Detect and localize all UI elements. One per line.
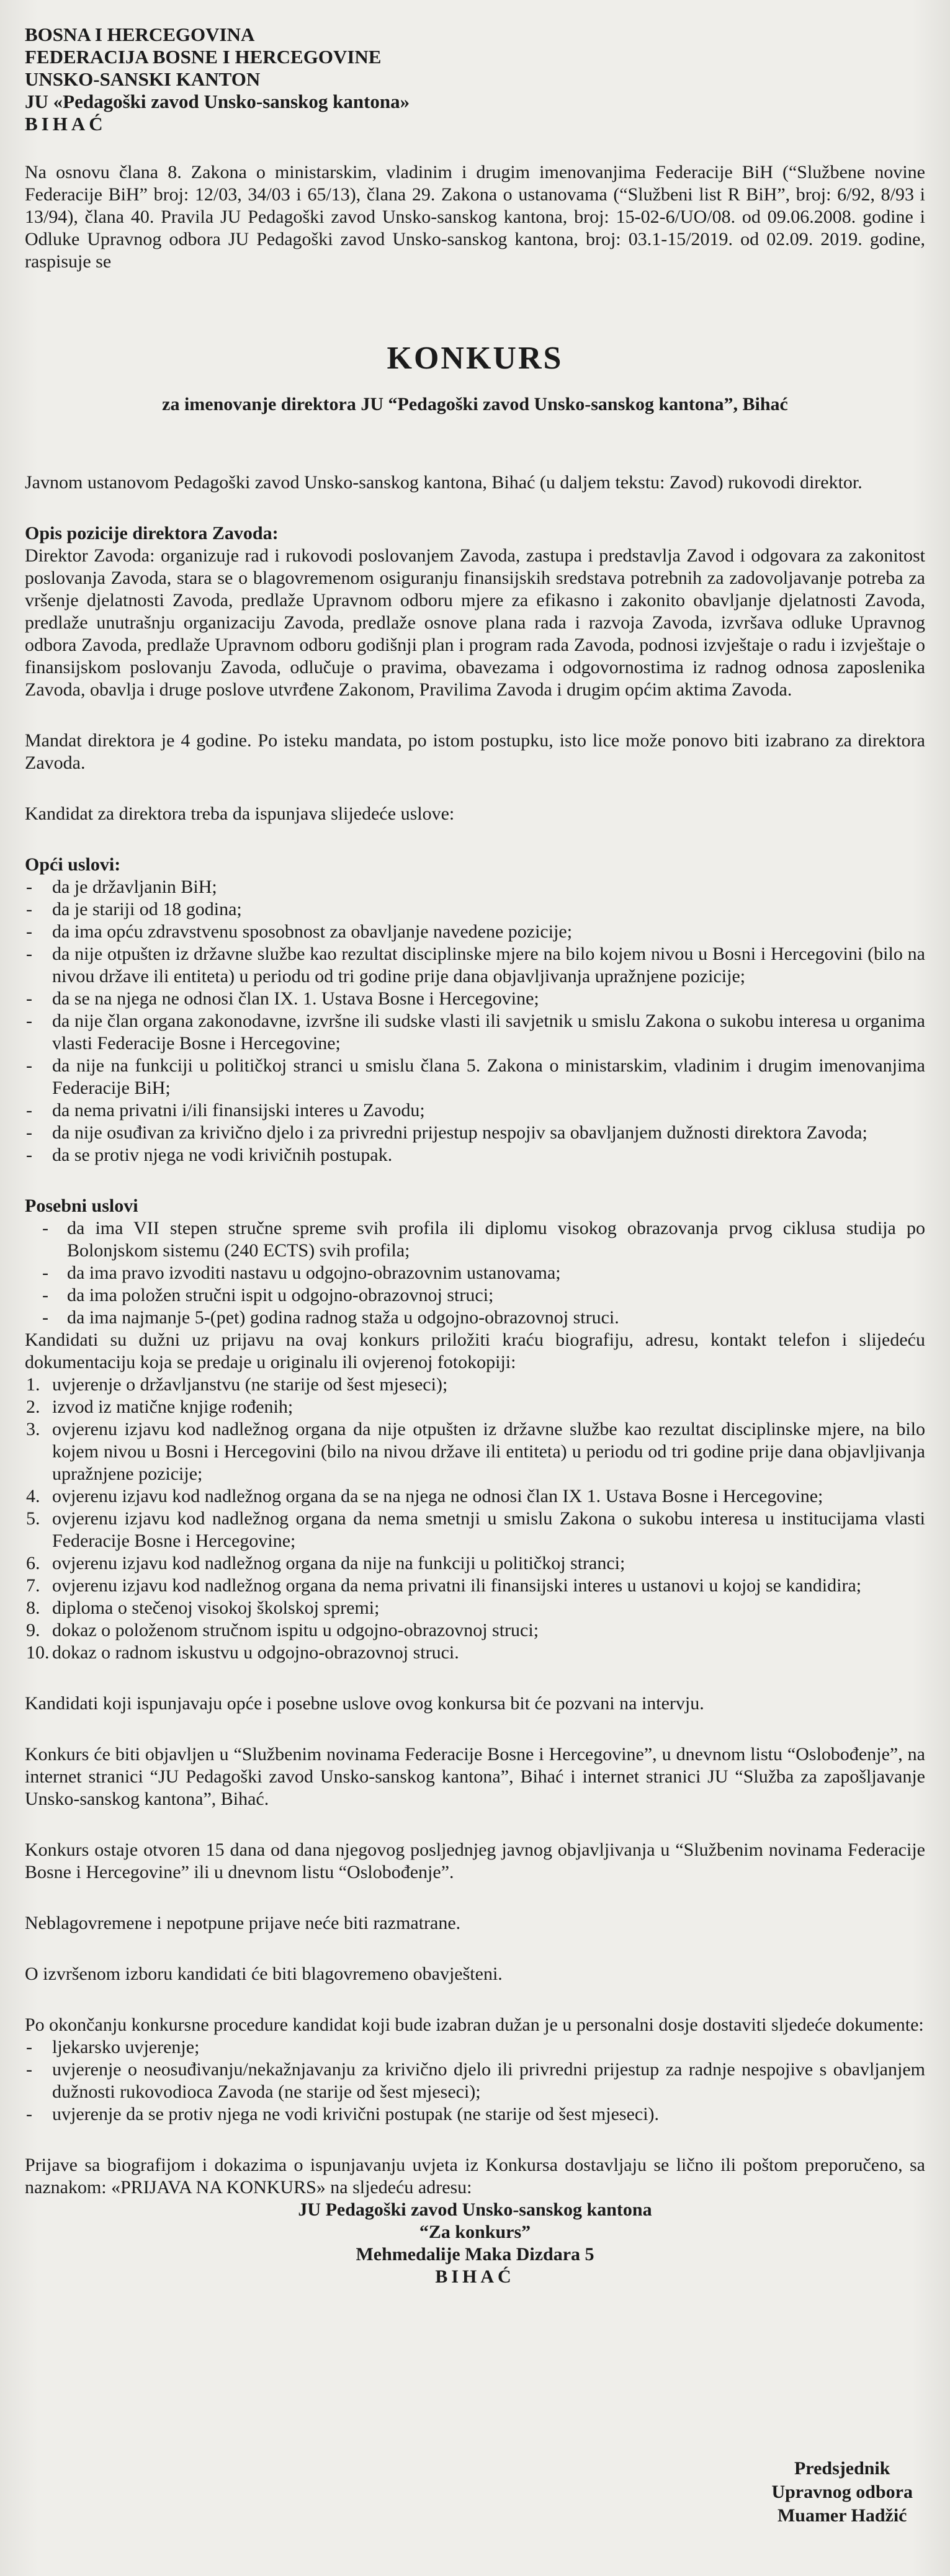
list-item: - da je državljanin BiH; <box>26 877 217 897</box>
list-item: - da ima najmanje 5-(pet) godina radnog staža u odgojno-obrazovnoj struci. <box>42 1307 619 1328</box>
document-subtitle: za imenovanje direktora JU “Pedagoški zavod Unsko-sanskog kantona”, Bihać <box>162 394 788 414</box>
signature-name: Muamer Hadžić <box>777 2505 907 2526</box>
header-canton: UNSKO-SANSKI KANTON <box>25 68 261 90</box>
general-conditions-list <box>25 876 925 1166</box>
address-street: Mehmedalije Maka Dizdara 5 <box>356 2244 594 2265</box>
publication-paragraph: Konkurs će biti objavljen u “Službenim novinama Federacije Bosne i Hercegovine”, u dnevnom listu “Oslobođenje”, na internet stranici “JU Pedagoški zavod Unsko-sanskog kantona”, Bihać i internet stranici JU “Služba za zapošljavanje Unsko-sanskog kantona”, Bihać. <box>25 1744 925 1809</box>
document-header <box>25 24 925 135</box>
list-item: - uvjerenje o neosuđivanju/nekažnjavanju za krivično djelo ili privredni prijestup za radnje nespojive s obavljanjem dužnosti rukovodioca Zavoda (ne starije od šest mjeseci); <box>26 2059 925 2102</box>
final-docs-list <box>25 2036 925 2126</box>
list-item: - da se protiv njega ne vodi krivičnih postupak. <box>26 1145 393 1165</box>
list-item: 9. dokaz o položenom stručnom ispitu u odgojno-obrazovnoj struci; <box>26 1620 539 1640</box>
signature-title: Predsjednik <box>794 2458 890 2479</box>
list-item: - da nije otpušten iz državne službe kao rezultat disciplinske mjere na bilo kojem nivou u Bosni i Hercegovini (bilo na nivou države ili entiteta) u periodu od tri godine prije dana objavljivanja upražnjene pozicije; <box>26 944 925 986</box>
open-period-paragraph: Konkurs ostaje otvoren 15 dana od dana njegovog posljednjeg javnog objavljivanja u “Službenim novinama Federacije Bosne i Hercegovine” ili u dnevnom listu “Oslobođenje”. <box>25 1840 925 1882</box>
list-item: 2. izvod iz matične knjige rođenih; <box>26 1397 294 1417</box>
list-item: 1. uvjerenje o državljanstvu (ne starije od šest mjeseci); <box>26 1374 448 1395</box>
address-label: “Za konkurs” <box>419 2222 531 2242</box>
submission-paragraph: Prijave sa biografijom i dokazima o ispunjavanju uvjeta iz Konkursa dostavljaju se lično ili poštom preporučeno, sa naznakom: «PRIJAVA NA KONKURS» na sljedeću adresu: <box>25 2155 925 2198</box>
mandate-paragraph: Mandat direktora je 4 godine. Po isteku mandata, po istom postupku, isto lice može ponovo biti izabrano za direktora Zavoda. <box>25 730 925 773</box>
list-item: - uvjerenje da se protiv njega ne vodi krivični postupak (ne starije od šest mjeseci). <box>26 2104 660 2124</box>
list-item: - ljekarsko uvjerenje; <box>26 2037 200 2057</box>
list-item: - da nije osuđivan za krivično djelo i za privredni prijestup nespojiv sa obavljanjem dužnosti direktora Zavoda; <box>26 1122 867 1143</box>
list-item: - da ima pravo izvoditi nastavu u odgojno-obrazovnim ustanovama; <box>42 1263 561 1283</box>
description-paragraph: Direktor Zavoda: organizuje rad i rukovodi poslovanjem Zavoda, zastupa i predstavlja Zavod i odgovara za zakonitost poslovanja Zavoda, stara se o blagovremenom osiguranju finansijskih sredstava potrebnih za zadovoljavanje potreba za vršenje djelatnosti Zavoda, predlaže Upravnom odboru mjere za efikasno i zakonito obavljanje djelatnosti Zavoda, predlaže unutrašnju organizaciju Zavoda, predlaže osnove plana rada i razvoja Zavoda, izvršava odluke Upravnog odbora Zavoda, predlaže Upravnom odboru godišnji plan i program rada Zavoda, podnosi izvještaje o radu i izvještaje o finansijskom poslovanju Zavoda, odlučuje o pravima, obavezama i odgovornostima iz radnog odnosa zaposlenika Zavoda, obavlja i druge poslove utvrđene Zakonom, Pravilima Zavoda i drugim općim aktima Zavoda. <box>25 545 925 700</box>
special-conditions-list <box>25 1217 925 1329</box>
list-item: - da nema privatni i/ili finansijski interes u Zavodu; <box>26 1100 425 1120</box>
final-docs-intro: Po okončanju konkursne procedure kandidat koji bude izabran dužan je u personalni dosje dostaviti sljedeće dokumente: <box>25 2015 924 2035</box>
list-item: - da se na njega ne odnosi član IX. 1. Ustava Bosne i Hercegovine; <box>26 988 539 1009</box>
list-item: - da ima opću zdravstvenu sposobnost za obavljanje navedene pozicije; <box>26 921 573 942</box>
list-item: 10. dokaz o radnom iskustvu u odgojno-obrazovnoj struci. <box>26 1642 459 1663</box>
list-item: 7. ovjerenu izjavu kod nadležnog organa da nema privatni ili finansijski interes u ustanovi u kojoj se kandidira; <box>26 1575 862 1596</box>
header-country: BOSNA I HERCEGOVINA <box>25 24 255 45</box>
header-federation: FEDERACIJA BOSNE I HERCEGOVINE <box>25 46 382 68</box>
general-conditions-heading: Opći uslovi: <box>25 854 121 875</box>
address-city: BIHAĆ <box>435 2266 515 2287</box>
legal-basis-paragraph: Na osnovu člana 8. Zakona o ministarskim, vladinim i drugim imenovanjima Federacije BiH (“Službene novine Federacije BiH” broj: 12/03, 34/03 i 65/13), člana 29. Zakona o ustanovama (“Službeni list R BiH”, broj: 6/92, 8/93 i 13/94), člana 40. Pravila JU Pedagoški zavod Unsko-sanskog kantona, broj: 15-02-6/UO/08. od 09.06.2008. godine i Odluke Upravnog odbora JU Pedagoški zavod Unsko-sanskog kantona, broj: 03.1-15/2019. od 02.09. 2019. godine, raspisuje se <box>25 162 925 272</box>
list-item: 6. ovjerenu izjavu kod nadležnog organa da nije na funkciji u političkoj stranci; <box>26 1553 625 1573</box>
header-institution: JU «Pedagoški zavod Unsko-sanskog kantona» <box>25 91 410 112</box>
list-item: - da nije na funkciji u političkoj stranci u smislu člana 5. Zakona o ministarskim, vladinim i drugim imenovanjima Federacije BiH; <box>26 1055 925 1098</box>
list-item: - da je stariji od 18 godina; <box>26 899 242 919</box>
header-city: BIHAĆ <box>25 113 107 135</box>
notification-paragraph: O izvršenom izboru kandidati će biti blagovremeno obavješteni. <box>25 1964 503 1984</box>
address-block <box>25 2199 925 2288</box>
description-heading: Opis pozicije direktora Zavoda: <box>25 523 279 543</box>
signature-block <box>771 2457 913 2528</box>
list-item: - da nije član organa zakonodavne, izvršne ili sudske vlasti ili savjetnik u smislu Zakona o sukobu interesa u organima vlasti Federacije Bosne i Hercegovine; <box>26 1011 925 1053</box>
list-item: 5. ovjerenu izjavu kod nadležnog organa da nema smetnji u smislu Zakona o sukobu interesa u institucijama vlasti Federacije Bosne i Hercegovine; <box>26 1508 925 1551</box>
management-paragraph: Javnom ustanovom Pedagoški zavod Unsko-sanskog kantona, Bihać (u daljem tekstu: Zavod) rukovodi direktor. <box>25 472 863 493</box>
list-item: 4. ovjerenu izjavu kod nadležnog organa da se na njega ne odnosi član IX 1. Ustava Bosne i Hercegovine; <box>26 1486 823 1506</box>
list-item: - da ima položen stručni ispit u odgojno-obrazovnoj struci; <box>42 1285 494 1305</box>
candidate-intro: Kandidat za direktora treba da ispunjava slijedeće uslove: <box>25 803 455 824</box>
list-item: - da ima VII stepen stručne spreme svih profila ili diplomu visokog obrazovanja prvog ciklusa studija po Bolonjskom sistemu (240 ECTS) svih profila; <box>42 1218 925 1261</box>
documents-list <box>25 1374 925 1664</box>
interview-paragraph: Kandidati koji ispunjavaju opće i posebne uslove ovog konkursa bit će pozvani na intervju. <box>25 1693 704 1714</box>
document-title: KONKURS <box>387 341 563 376</box>
list-item: 3. ovjerenu izjavu kod nadležnog organa da nije otpušten iz državne službe kao rezultat disciplinske mjere, na bilo kojem nivou u Bosni i Hercegovini (bilo na nivou države ili entiteta) u periodu od tri godine prije dana objavljivanja upražnjene pozicije; <box>26 1419 925 1484</box>
list-item: 8. diploma o stečenoj visokoj školskoj spremi; <box>26 1598 380 1618</box>
signature-body: Upravnog odbora <box>771 2482 913 2502</box>
special-conditions-heading: Posebni uslovi <box>25 1196 138 1216</box>
late-applications-paragraph: Neblagovremene i nepotpune prijave neće biti razmatrane. <box>25 1913 461 1933</box>
address-institution: JU Pedagoški zavod Unsko-sanskog kantona <box>298 2199 652 2220</box>
documents-intro: Kandidati su dužni uz prijavu na ovaj konkurs priložiti kraću biografiju, adresu, kontakt telefon i slijedeću dokumentaciju koja se predaje u originalu ili ovjerenoj fotokopiji: <box>25 1330 925 1372</box>
